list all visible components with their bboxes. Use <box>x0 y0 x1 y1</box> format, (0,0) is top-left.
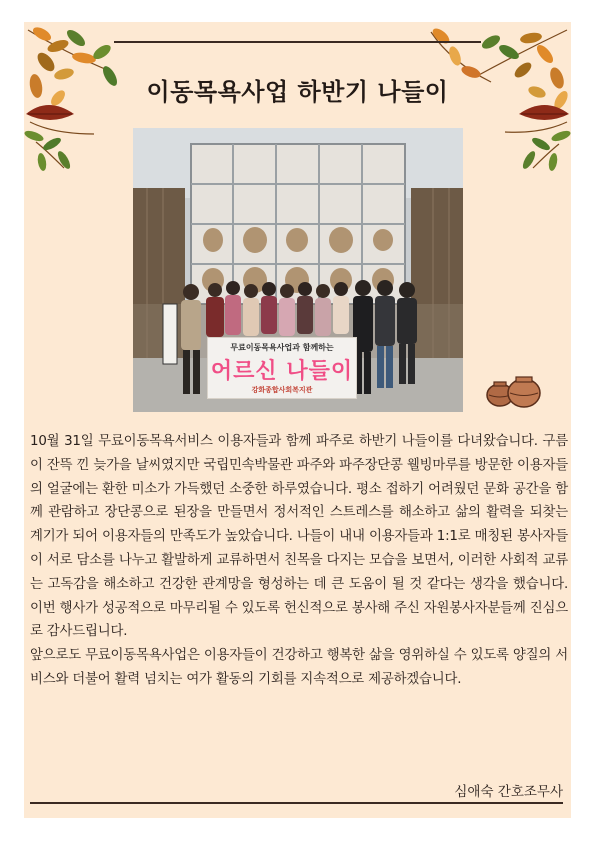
banner-subtitle: 무료이동목욕사업과 함께하는 <box>230 343 334 352</box>
event-banner <box>207 337 357 399</box>
article-body <box>30 430 568 692</box>
article-paragraph-1: 10월 31일 무료이동목욕서비스 이용자들과 함께 파주로 하반기 나들이를 다녀왔습니다. 구름이 잔뜩 낀 늦가을 날씨였지만 국립민속박물관 파주와 파주장단콩 웰빙마루를 방문한 이용자들의 얼굴에는 환한 미소가 가득했던 소중한 하루였습니다. 평소 접하기 어려웠던 문화 공간을 함께 관람하고 장단콩으로 된장을 만들면서 정서적인 스트레스를 해소하고 삶의 활력을 되찾는 계기가 되어 이용자들의 만족도가 높았습니다. 나들이 내내 이용자들과 1:1로 매칭된 봉사자들이 서로 담소를 나누고 활발하게 교류하면서 친목을 다지는 모습을 보면서, 이러한 사회적 교류는 고독감을 해소하고 건강한 관계망을 형성하는 데 큰 도움이 될 것 같다는 생각을 했습니다. 이번 행사가 성공적으로 마무리될 수 있도록 헌신적으로 봉사해 주신 자원봉사자분들께 진심으로 감사드립니다. <box>30 434 569 640</box>
banner-organization: 강화종합사회복지관 <box>251 386 313 394</box>
top-divider <box>114 41 481 43</box>
article-paragraph-2: 앞으로도 무료이동목욕사업은 이용자들이 건강하고 행복한 삶을 영위하실 수 있도록 양질의 서비스와 더불어 활력 넘치는 여가 활동의 기회를 지속적으로 제공하겠습니다. <box>30 648 568 687</box>
newsletter-page <box>24 22 571 818</box>
banner-title: 어르신 나들이 <box>210 359 354 384</box>
author-signature: 심애숙 간호조무사 <box>454 784 563 800</box>
pottery-icon <box>484 373 544 409</box>
group-photo <box>133 128 463 412</box>
page-title: 이동목욕사업 하반기 나들이 <box>146 78 449 106</box>
bottom-divider <box>30 802 563 804</box>
